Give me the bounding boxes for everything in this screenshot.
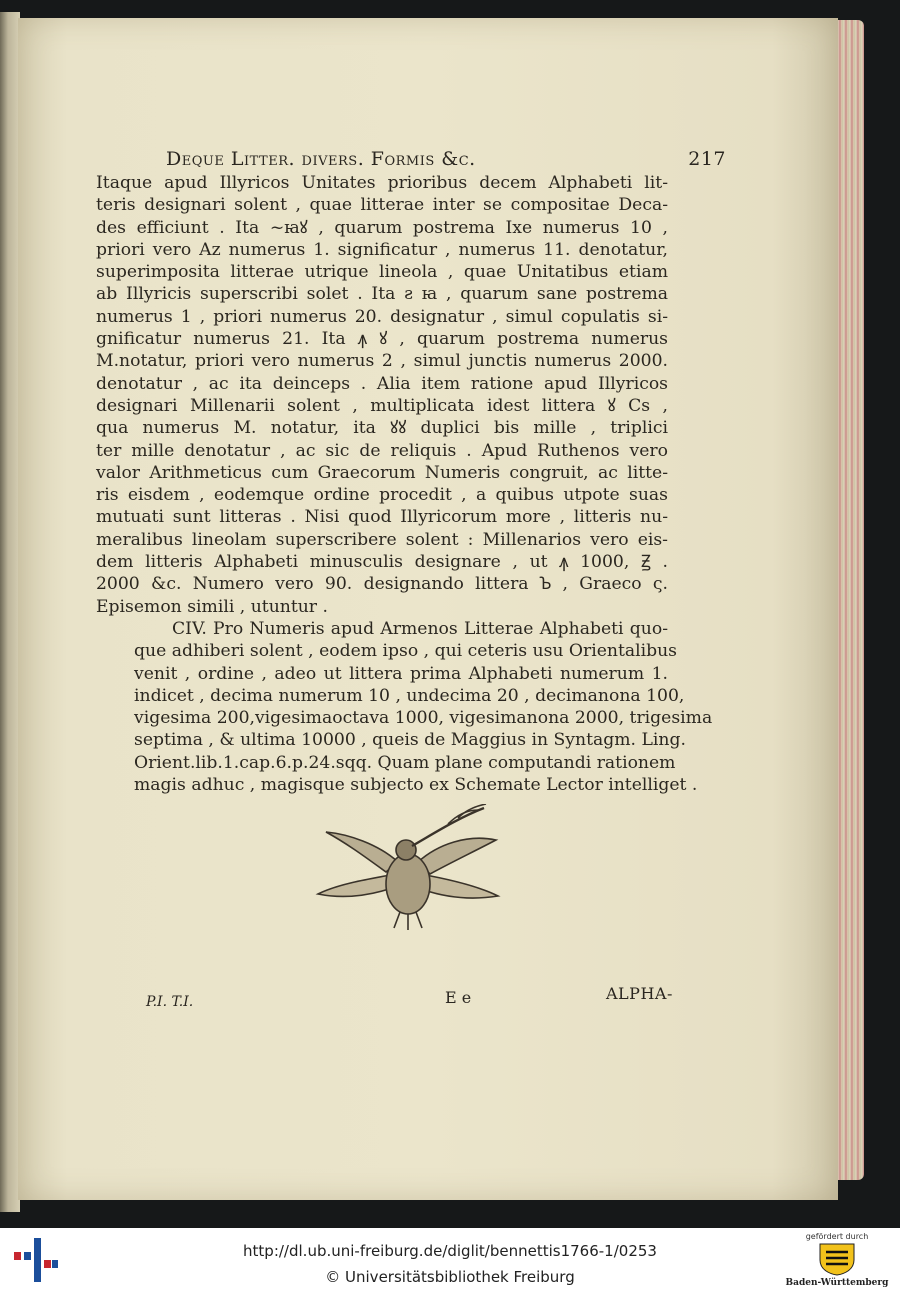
text-line: mutuati sunt litteras . Nisi quod Illyricorum more , litteris nu-	[96, 507, 668, 528]
viewer-footer	[0, 1228, 900, 1292]
text-line: Orient.lib.1.cap.6.p.24.sqq. Quam plane computandi rationem	[134, 752, 676, 773]
text-line: magis adhuc , magisque subjecto ex Schemate Lector intelliget .	[134, 775, 698, 796]
text-line: numerus 1 , priori numerus 20. designatur , simul copulatis si-	[96, 306, 668, 327]
text-line: designari Millenarii solent , multiplicata idest littera ꙋ Cs ,	[96, 395, 668, 416]
text-line: gnificatur numerus 21. Ita ꙟ ꙋ , quarum postrema numerus	[96, 329, 668, 350]
text-line: teris designari solent , quae litterae inter se compositae Deca-	[96, 195, 668, 216]
text-line: venit , ordine , adeo ut littera prima Alphabeti numerum 1.	[134, 663, 668, 684]
text-line: septima , & ultima 10000 , queis de Maggius in Syntagm. Ling.	[134, 730, 686, 751]
text-line: que adhiberi solent , eodem ipso , qui ceteris usu Orientalibus	[134, 641, 678, 662]
text-line: M.notatur, priori vero numerus 2 , simul junctis numerus 2000.	[96, 351, 668, 372]
text-line: meralibus lineolam superscribere solent : Millenarios vero eis-	[96, 529, 668, 550]
text-line: ab Illyricis superscribi solet . Ita ꙅ ꙗ , quarum sane postrema	[96, 284, 668, 305]
bird-ornament-icon	[308, 804, 508, 944]
permalink-url[interactable]: http://dl.ub.uni-freiburg.de/diglit/bennettis1766-1/0253	[243, 1242, 657, 1260]
text-line: vigesima 200,vigesimaoctava 1000, vigesimanona 2000, trigesima	[134, 708, 713, 729]
gathering-mark: E e	[445, 988, 472, 1007]
text-line: qua numerus M. notatur, ita ꙋꙋ duplici bis mille , triplici	[96, 418, 668, 439]
funder-block	[778, 1232, 896, 1290]
text-line: ris eisdem , eodemque ordine procedit , a quibus utpote suas	[96, 485, 668, 506]
signature-mark: P.I. T.I.	[146, 994, 194, 1010]
body-text	[96, 172, 713, 796]
copyright-notice: © Universitätsbibliothek Freiburg	[325, 1268, 575, 1286]
text-line: 2000 &c. Numero vero 90. designando littera Ꙏ , Graeco ς.	[96, 574, 668, 595]
funder-name: Baden-Württemberg	[785, 1278, 889, 1288]
coat-of-arms-icon	[816, 1242, 858, 1276]
text-line: priori vero Az numerus 1. significatur , numerus 11. denotatur,	[96, 239, 668, 260]
text-line: valor Arithmeticus cum Graecorum Numeris congruit, ac litte-	[96, 462, 668, 483]
paragraph-1	[96, 172, 668, 618]
text-line: Itaque apud Illyricos Unitates prioribus decem Alphabeti lit-	[96, 173, 668, 193]
catchword: ALPHA-	[606, 984, 673, 1003]
text-line: indicet , decima numerum 10 , undecima 20 , decimanona 100,	[134, 685, 685, 706]
funder-label: gefördert durch	[805, 1232, 869, 1241]
page-number: 217	[688, 148, 726, 170]
left-page-edge	[0, 12, 20, 1212]
running-title: Deque Litter. divers. Formis &c.	[166, 148, 476, 170]
text-line: Episemon simili , utuntur .	[96, 596, 328, 617]
text-line: CIV. Pro Numeris apud Armenos Litterae Alphabeti quo-	[172, 618, 668, 639]
text-line: ter mille denotatur , ac sic de reliquis . Apud Ruthenos vero	[96, 440, 668, 461]
paragraph-2	[96, 618, 713, 796]
text-line: denotatur , ac ita deinceps . Alia item ratione apud Illyricos	[96, 373, 668, 394]
text-line: superimposita litterae utrique lineola , quae Unitatibus etiam	[96, 262, 668, 283]
text-line: des efficiunt . Ita ~ꙗꙋ , quarum postrema Ixe numerus 10 ,	[96, 217, 668, 238]
book-page	[18, 18, 838, 1200]
text-line: dem litteris Alphabeti minusculis designare , ut ꙟ 1000, Ꙃ .	[96, 552, 668, 573]
